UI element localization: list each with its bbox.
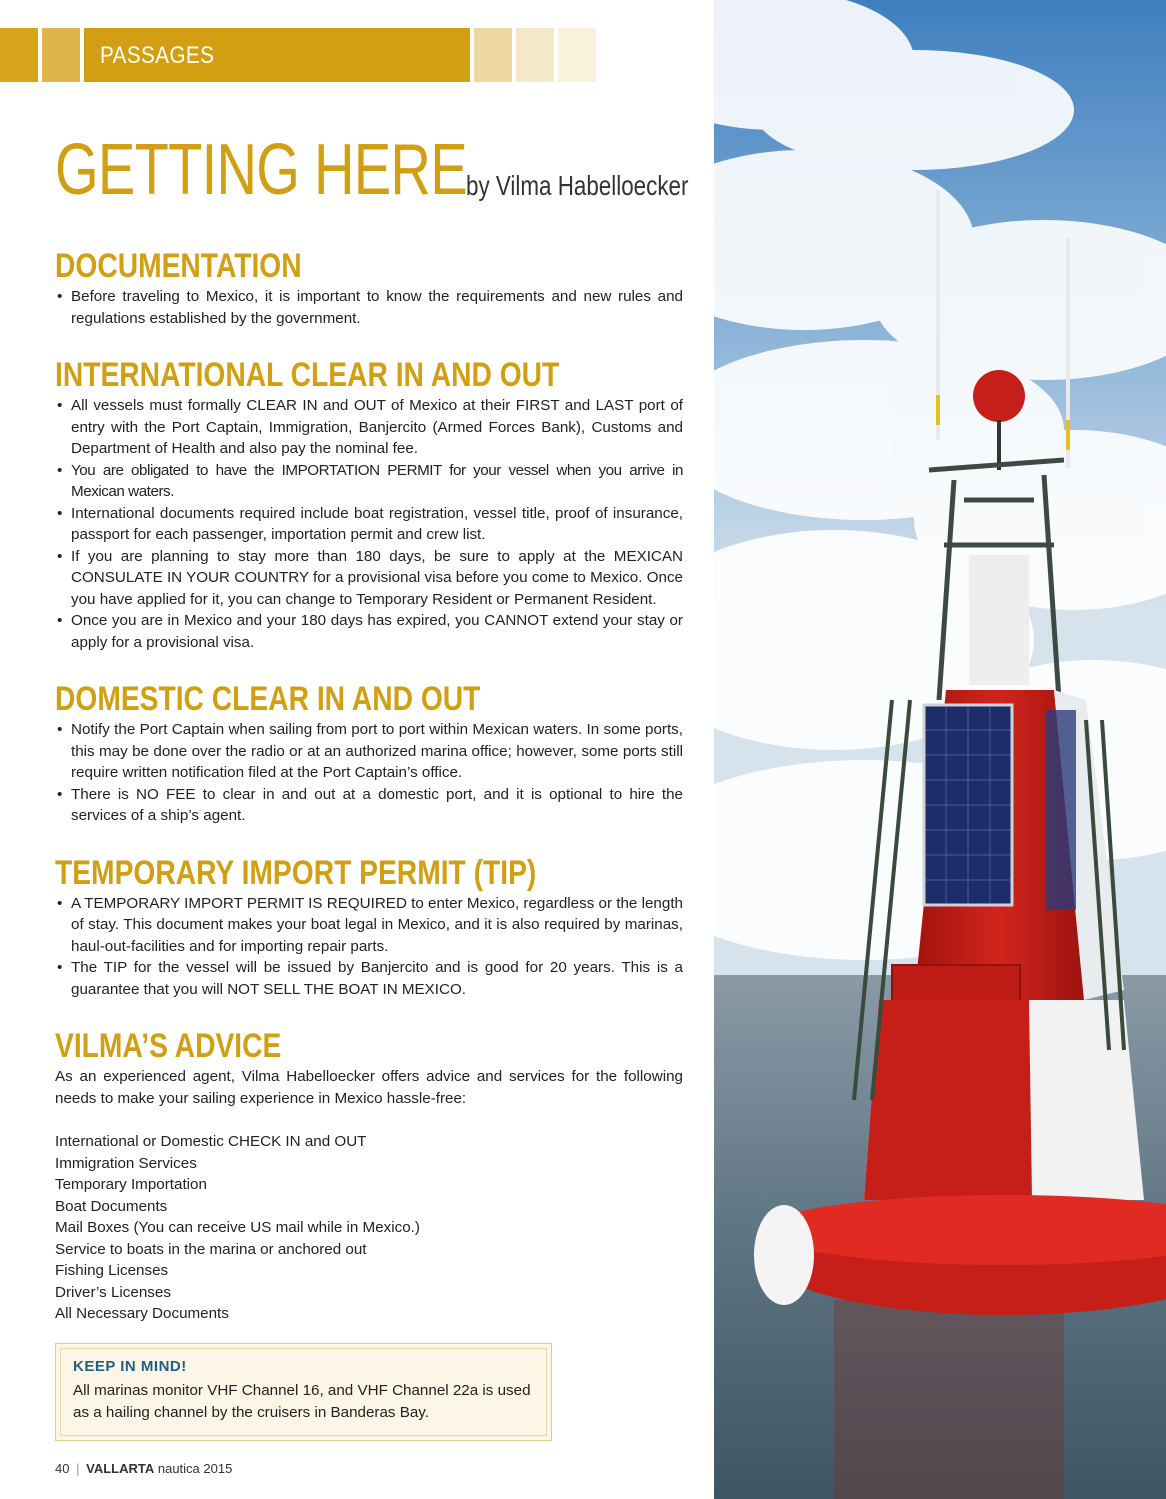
bullet-item: • There is NO FEE to clear in and out at a domestic port, and it is optional to hire the services of a ship’s agent. bbox=[57, 785, 683, 824]
section-domestic bbox=[55, 679, 683, 827]
tag-bar-block bbox=[516, 28, 554, 82]
service-item: Fishing Licenses bbox=[55, 1262, 169, 1279]
section-documentation bbox=[55, 246, 683, 329]
bullet-list bbox=[55, 893, 683, 1001]
footer-brand-rest: nautica 2015 bbox=[157, 1461, 233, 1476]
buoy-reflection bbox=[834, 1300, 1064, 1499]
service-item: Mail Boxes (You can receive US mail while in Mexico.) bbox=[55, 1219, 420, 1236]
section-tag: PASSAGES bbox=[100, 42, 215, 69]
service-item: International or Domestic CHECK IN and OUT bbox=[55, 1133, 367, 1150]
section-heading: DOCUMENTATION bbox=[55, 247, 302, 285]
bullet-list bbox=[55, 719, 683, 827]
service-item: Driver’s Licenses bbox=[55, 1283, 171, 1301]
buoy-float-white bbox=[754, 1205, 814, 1305]
page-footer bbox=[55, 1461, 232, 1476]
section-tip bbox=[55, 853, 683, 1001]
section-heading: INTERNATIONAL CLEAR IN AND OUT bbox=[55, 356, 560, 394]
services-list bbox=[55, 1131, 683, 1325]
bullet-item: • Once you are in Mexico and your 180 days has expired, you CANNOT extend your stay or apply for a provisional visa. bbox=[57, 612, 683, 651]
tag-bar-block bbox=[558, 28, 596, 82]
section-heading: TEMPORARY IMPORT PERMIT (TIP) bbox=[55, 853, 537, 892]
article-body bbox=[55, 246, 683, 1351]
service-item: Immigration Services bbox=[55, 1154, 197, 1172]
bullet-list bbox=[55, 395, 683, 653]
bullet-item: • International documents required include boat registration, vessel title, proof of insurance, passport for each passenger, importation permit and crew list. bbox=[57, 504, 683, 543]
page-number: 40 bbox=[55, 1461, 70, 1476]
bullet-item: • A TEMPORARY IMPORT PERMIT IS REQUIRED to enter Mexico, regardless or the length of stay. This document makes your boat legal in Mexico, and it is also required by marinas, haul-out-facilities and for importing repair parts. bbox=[57, 894, 683, 955]
page-title: GETTING HERE bbox=[55, 130, 467, 210]
section-heading: DOMESTIC CLEAR IN AND OUT bbox=[55, 680, 481, 718]
light-housing bbox=[969, 555, 1029, 685]
service-item: All Necessary Documents bbox=[55, 1305, 229, 1322]
tag-bar-block bbox=[0, 28, 38, 82]
service-item: Service to boats in the marina or anchored out bbox=[55, 1240, 367, 1258]
bullet-item: • The TIP for the vessel will be issued by Banjercito and is good for 20 years. This is a guarantee that you will NOT SELL THE BOAT IN MEXICO. bbox=[57, 959, 683, 998]
section-international bbox=[55, 355, 683, 653]
keep-in-mind-text: All marinas monitor VHF Channel 16, and VHF Channel 22a is used as a hailing channel by the cruisers in Banderas Bay. bbox=[73, 1382, 531, 1421]
keep-in-mind-title: KEEP IN MIND! bbox=[73, 1358, 187, 1375]
keep-in-mind-box bbox=[55, 1343, 552, 1441]
top-mark-sphere bbox=[973, 370, 1025, 422]
buoy-lower-red bbox=[864, 1000, 1032, 1200]
service-item: Boat Documents bbox=[55, 1197, 168, 1215]
byline: by Vilma Habelloecker bbox=[466, 170, 689, 201]
tag-bar-block bbox=[474, 28, 512, 82]
bullet-item: • All vessels must formally CLEAR IN and OUT of Mexico at their FIRST and LAST port of entry with the Port Captain, Immigration, Banjercito (Armed Forces Bank), Customs and Department of Health and also pay the nominal fee. bbox=[57, 397, 683, 457]
solar-panel bbox=[924, 705, 1076, 910]
section-advice bbox=[55, 1026, 683, 1325]
section-heading: VILMA’S ADVICE bbox=[55, 1027, 282, 1065]
service-item: Temporary Importation bbox=[55, 1176, 207, 1193]
bullet-item: • You are obligated to have the IMPORTATION PERMIT for your vessel when you arrive in Mexican waters. bbox=[57, 461, 683, 500]
bullet-item: • If you are planning to stay more than 180 days, be sure to apply at the MEXICAN CONSULATE IN YOUR COUNTRY for a provisional visa before you come to Mexico. Once you have applied for it, you can change to Temporary Resident or Permanent Resident. bbox=[57, 547, 683, 608]
footer-separator: | bbox=[76, 1461, 80, 1476]
buoy-illustration bbox=[714, 0, 1166, 1499]
footer-brand-bold: VALLARTA bbox=[86, 1461, 155, 1476]
bullet-item: • Notify the Port Captain when sailing from port to port within Mexican waters. In some ports, this may be done over the radio or at an authorized marina office; however, some ports still require written notification filed at the Port Captain’s office. bbox=[57, 721, 683, 781]
tag-bar-block bbox=[42, 28, 80, 82]
advice-intro: As an experienced agent, Vilma Habelloecker offers advice and services for the following needs to make your sailing experience in Mexico hassle-free: bbox=[55, 1068, 683, 1107]
bullet-item: • Before traveling to Mexico, it is important to know the requirements and new rules and regulations established by the government. bbox=[57, 288, 683, 327]
buoy-photo bbox=[714, 0, 1166, 1499]
bullet-list bbox=[55, 286, 683, 329]
